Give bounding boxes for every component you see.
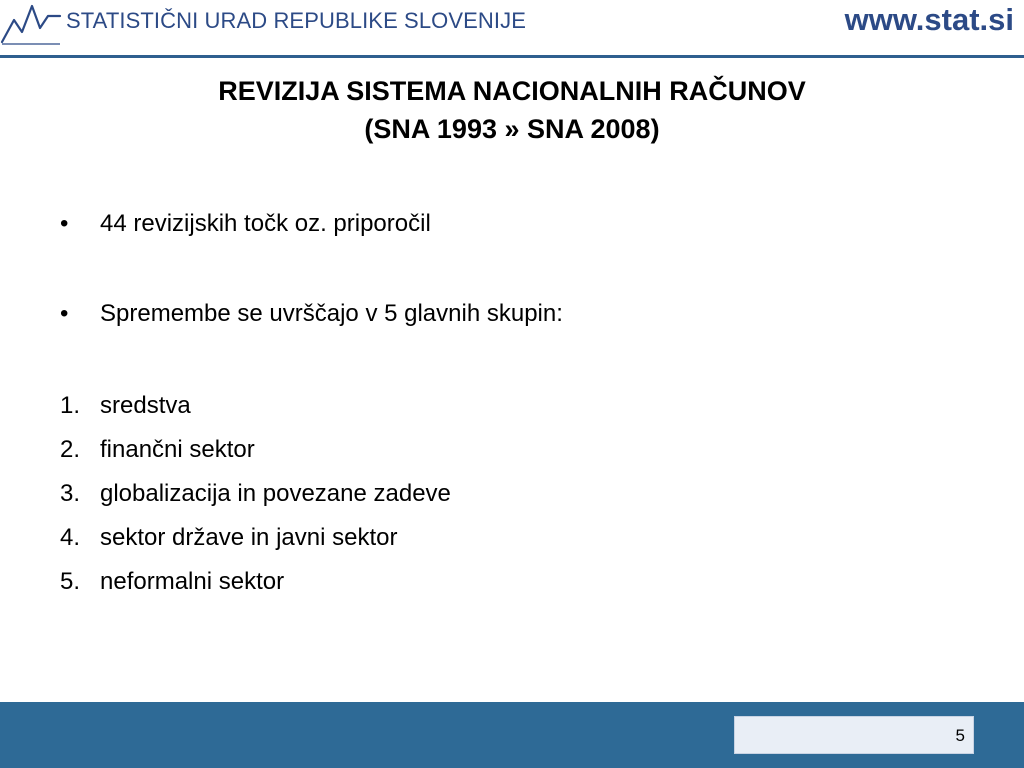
page-number-box [734,716,974,754]
line-chart-icon [0,2,62,48]
slide-title [0,72,1024,148]
website-link[interactable]: www.stat.si [844,2,1014,37]
item-number: 4. [60,524,81,551]
header-divider [0,55,1024,58]
bullet-marker: • [60,300,69,327]
item-text: finančni sektor [100,436,255,463]
item-text: sredstva [100,392,191,419]
slide-header [0,0,1024,58]
item-number: 1. [60,392,81,419]
item-number: 3. [60,480,81,507]
page-number: 5 [955,726,965,745]
slide-footer [0,702,1024,768]
item-text: sektor države in javni sektor [100,524,398,551]
bullet-text: 44 revizijskih točk oz. priporočil [100,210,431,237]
item-text: neformalni sektor [100,568,285,595]
item-text: globalizacija in povezane zadeve [100,480,451,507]
organization-name: STATISTIČNI URAD REPUBLIKE SLOVENIJE [66,8,526,33]
bullet-text: Spremembe se uvrščajo v 5 glavnih skupin: [100,300,563,327]
bullet-marker: • [60,210,69,237]
slide-title-line-2: (SNA 1993 » SNA 2008) [364,114,660,144]
item-number: 2. [60,436,81,463]
slide-title-line-1: REVIZIJA SISTEMA NACIONALNIH RAČUNOV [218,76,806,106]
item-number: 5. [60,568,81,595]
